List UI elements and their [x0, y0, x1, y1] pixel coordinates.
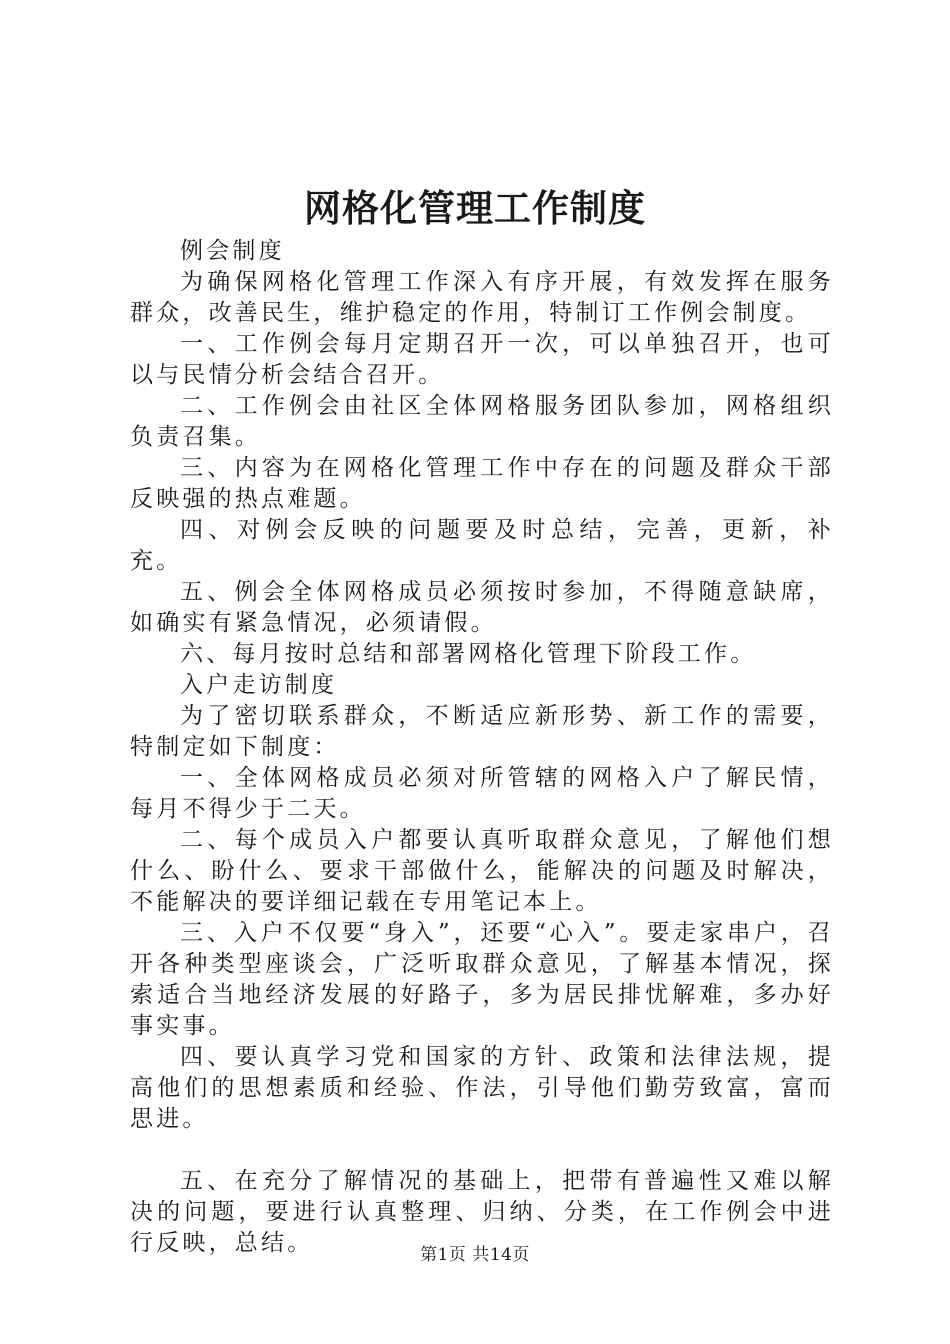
page-footer: 第1页 共14页	[420, 1245, 530, 1265]
paragraph: 二、每个成员入户都要认真听取群众意见，了解他们想什么、盼什么、要求干部做什么，能解决的问题及时解决，不能解决的要详细记载在专用笔记本上。	[130, 827, 834, 915]
document-body	[130, 236, 834, 1259]
paragraph: 六、每月按时总结和部署网格化管理下阶段工作。	[180, 641, 757, 667]
document-title: 网格化管理工作制度	[304, 186, 646, 230]
section-heading-visit: 入户走访制度	[180, 672, 338, 698]
paragraph: 三、内容为在网格化管理工作中存在的问题及群众干部反映强的热点难题。	[130, 455, 834, 512]
paragraph: 五、在充分了解情况的基础上，把带有普遍性又难以解决的问题，要进行认真整理、归纳、分类，在工作例会中进行反映，总结。	[130, 1168, 834, 1256]
paragraph: 为确保网格化管理工作深入有序开展，有效发挥在服务群众，改善民生，维护稳定的作用，特制订工作例会制度。	[130, 269, 834, 326]
section-heading-meeting: 例会制度	[180, 238, 285, 264]
paragraph: 二、工作例会由社区全体网格服务团队参加，网格组织负责召集。	[130, 393, 834, 450]
paragraph: 四、对例会反映的问题要及时总结，完善，更新，补充。	[130, 517, 834, 574]
paragraph: 一、全体网格成员必须对所管辖的网格入户了解民情，每月不得少于二天。	[130, 765, 834, 822]
paragraph: 四、要认真学习党和国家的方针、政策和法律法规，提高他们的思想素质和经验、作法，引导他们勤劳致富，富而思进。	[130, 1044, 834, 1132]
paragraph: 五、例会全体网格成员必须按时参加，不得随意缺席，如确实有紧急情况，必须请假。	[130, 579, 834, 636]
paragraph: 一、工作例会每月定期召开一次，可以单独召开，也可以与民情分析会结合召开。	[130, 331, 834, 388]
paragraph: 为了密切联系群众，不断适应新形势、新工作的需要，特制定如下制度：	[130, 703, 834, 760]
paragraph: 三、入户不仅要“身入”，还要“心入”。要走家串户，召开各种类型座谈会，广泛听取群众意见，了解基本情况，探索适合当地经济发展的好路子，多为居民排忧解难，多办好事实事。	[130, 920, 834, 1039]
